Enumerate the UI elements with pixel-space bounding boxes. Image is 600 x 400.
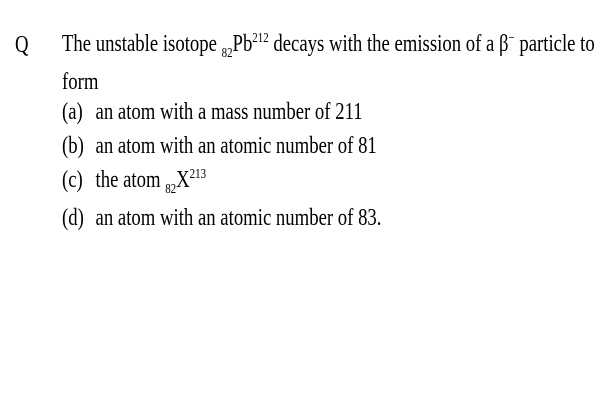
option-label: (c) — [62, 167, 83, 193]
option-text — [96, 163, 206, 201]
stem-text-3: particle to — [514, 31, 595, 57]
stem-line-1 — [62, 27, 595, 65]
isotope-symbol: Pb — [232, 31, 253, 57]
option-label: (a) — [62, 99, 83, 125]
option-b — [62, 129, 577, 163]
option-text: an atom with an atomic number of 83. — [95, 205, 382, 231]
atom-atomic-number: 82 — [165, 182, 177, 197]
beta-charge: − — [508, 31, 515, 46]
option-text-pre: the atom — [95, 167, 166, 193]
atom-symbol: X — [176, 167, 190, 193]
option-a — [62, 95, 577, 129]
option-label: (d) — [62, 205, 84, 231]
atom-mass-number: 213 — [189, 167, 207, 182]
stem-text-1: The unstable isotope — [62, 31, 222, 57]
question-marker: Q — [15, 32, 29, 58]
isotope-mass-number: 212 — [252, 31, 269, 46]
option-label: (b) — [62, 133, 84, 159]
isotope-atomic-number: 82 — [221, 46, 233, 61]
stem-line-2: form — [62, 69, 99, 95]
option-c — [62, 163, 577, 201]
question-stem — [62, 27, 595, 99]
option-text: an atom with a mass number of 211 — [95, 99, 363, 125]
option-text: an atom with an atomic number of 81 — [95, 133, 377, 159]
answer-options — [62, 95, 577, 235]
stem-text-2: decays with the emission of a β — [268, 31, 509, 57]
option-d — [62, 201, 577, 235]
